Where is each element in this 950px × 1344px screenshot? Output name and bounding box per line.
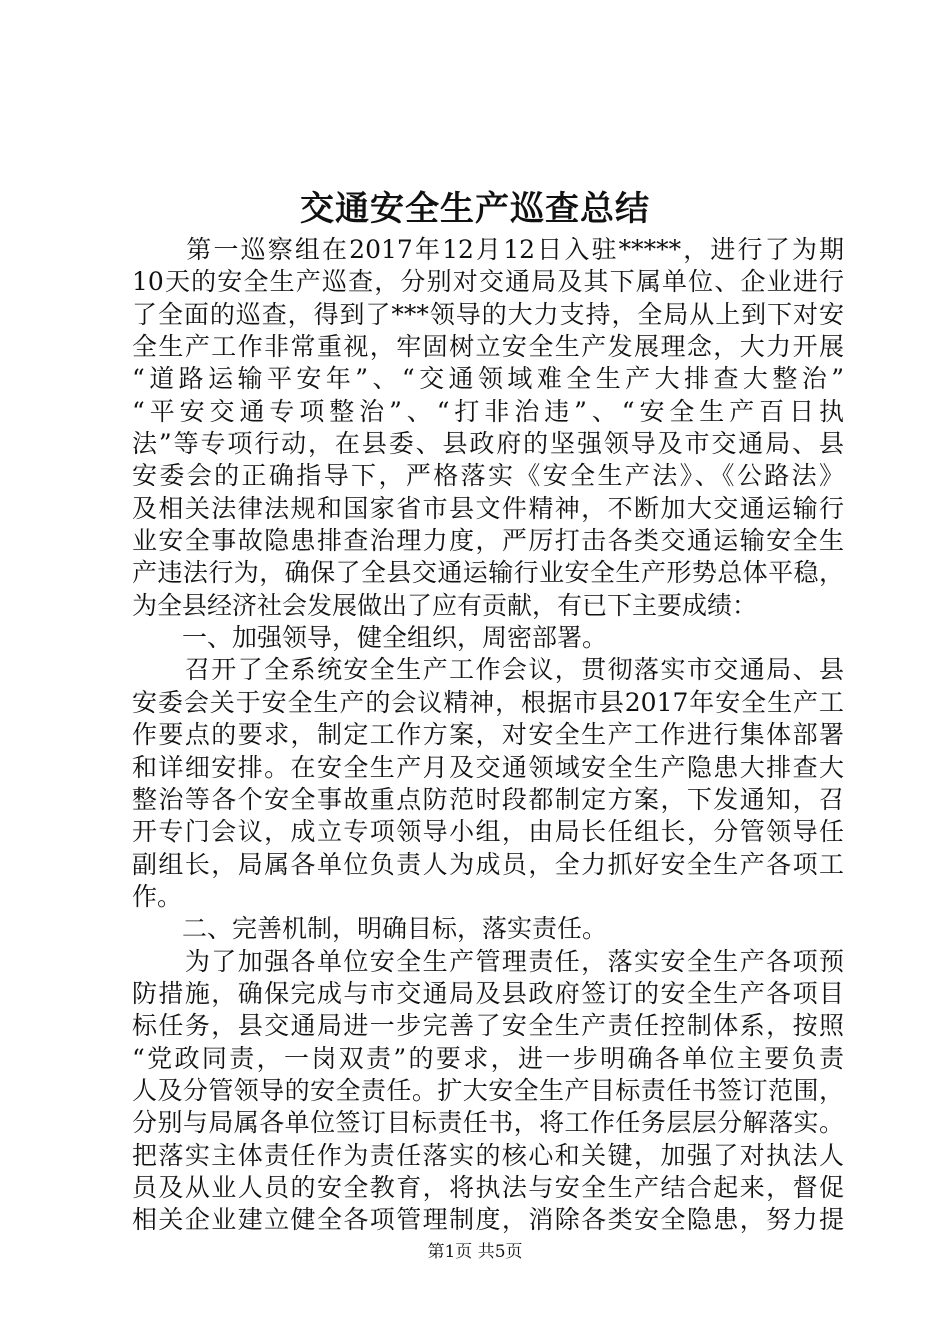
body-line: 召开了全系统安全生产工作会议，贯彻落实市交通局、县 (132, 655, 844, 685)
body-line: “平安交通专项整治”、“打非治违”、“安全生产百日执 (132, 396, 844, 426)
body-line: 作。 (132, 881, 183, 911)
body-line: 安委会的正确指导下，严格落实《安全生产法》、《公路法》 (132, 461, 844, 491)
document-body (132, 234, 844, 1237)
body-line: 作要点的要求，制定工作方案，对安全生产工作进行集体部署 (132, 720, 844, 750)
body-line: 开专门会议，成立专项领导小组，由局长任组长，分管领导任 (132, 817, 844, 847)
body-line: 第一巡察组在2017年12月12日入驻*****，进行了为期 (132, 235, 844, 264)
document-title: 交通安全生产巡查总结 (300, 189, 650, 229)
body-line: 为全县经济社会发展做出了应有贡献，有已下主要成绩： (132, 590, 758, 620)
page-footer: 第1页 共5页 (427, 1242, 523, 1262)
body-line: 防措施，确保完成与市交通局及县政府签订的安全生产各项目 (132, 978, 844, 1008)
body-line: 副组长，局属各单位负责人为成员，全力抓好安全生产各项工 (132, 849, 844, 879)
body-line: 分别与局属各单位签订目标责任书，将工作任务层层分解落实。 (132, 1108, 844, 1138)
body-line: 法”等专项行动，在县委、县政府的坚强领导及市交通局、县 (132, 429, 844, 459)
body-line: 二、完善机制，明确目标，落实责任。 (132, 914, 608, 944)
body-line: 人及分管领导的安全责任。扩大安全生产目标责任书签订范围， (132, 1075, 844, 1105)
body-line: “道路运输平安年”、“交通领域难全生产大排查大整治” (132, 364, 844, 394)
body-line: 全生产工作非常重视，牢固树立安全生产发展理念，大力开展 (132, 332, 844, 362)
body-line: 整治等各个安全事故重点防范时段都制定方案，下发通知，召 (132, 784, 844, 814)
body-line: 相关企业建立健全各项管理制度，消除各类安全隐患，努力提 (132, 1205, 844, 1235)
body-line: 和详细安排。在安全生产月及交通领域安全生产隐患大排查大 (132, 752, 844, 782)
body-line: 产违法行为，确保了全县交通运输行业安全生产形势总体平稳， (132, 558, 844, 588)
body-line: “党政同责，一岗双责”的要求，进一步明确各单位主要负责 (132, 1043, 844, 1073)
body-line: 为了加强各单位安全生产管理责任，落实安全生产各项预 (132, 946, 844, 976)
body-line: 标任务，县交通局进一步完善了安全生产责任控制体系，按照 (132, 1011, 844, 1041)
body-line: 把落实主体责任作为责任落实的核心和关键，加强了对执法人 (132, 1140, 844, 1170)
body-line: 了全面的巡查，得到了***领导的大力支持，全局从上到下对安 (132, 299, 844, 329)
body-line: 业安全事故隐患排查治理力度，严厉打击各类交通运输安全生 (132, 526, 844, 556)
body-line: 一、加强领导，健全组织，周密部署。 (132, 623, 608, 653)
body-line: 员及从业人员的安全教育，将执法与安全生产结合起来，督促 (132, 1172, 844, 1202)
body-line: 安委会关于安全生产的会议精神，根据市县2017年安全生产工 (132, 687, 844, 717)
body-line: 10天的安全生产巡查，分别对交通局及其下属单位、企业进行 (132, 267, 844, 297)
body-line: 及相关法律法规和国家省市县文件精神，不断加大交通运输行 (132, 493, 844, 523)
